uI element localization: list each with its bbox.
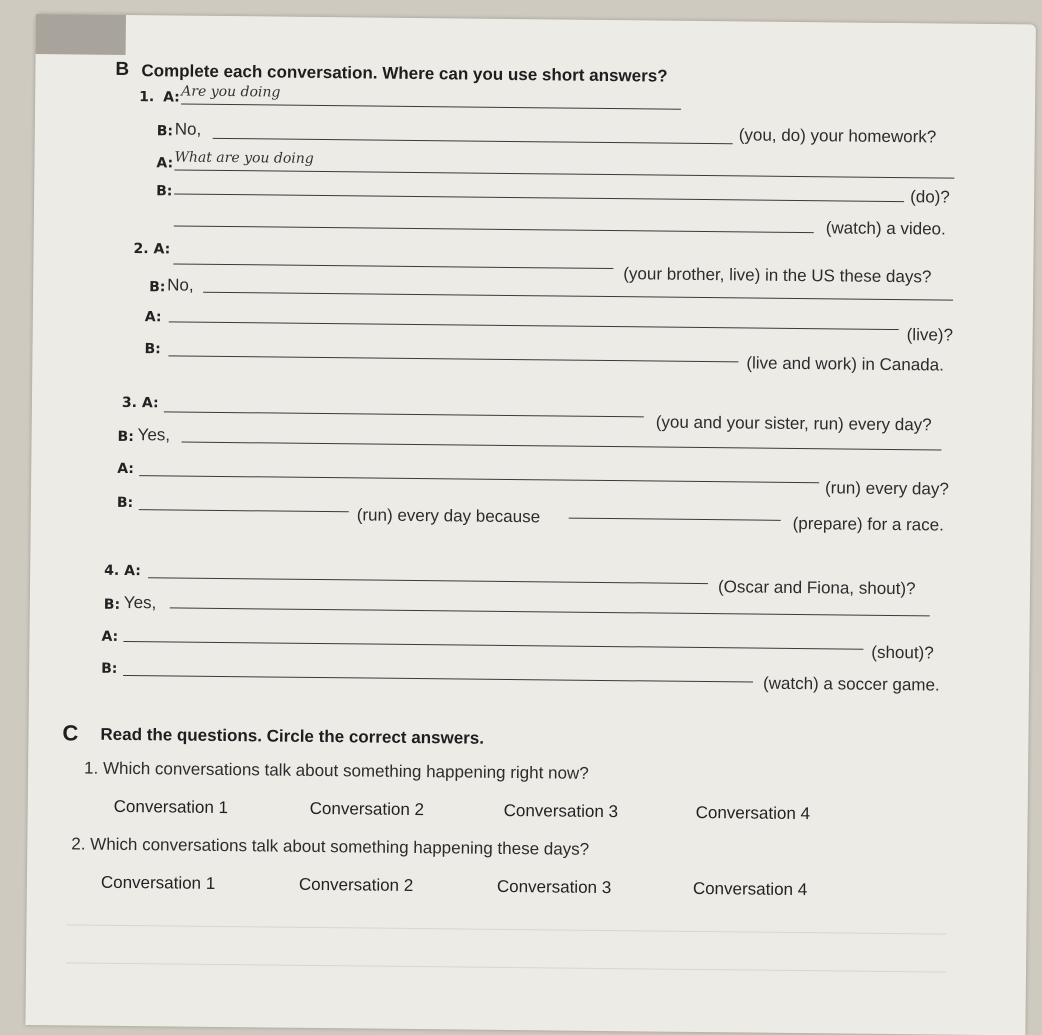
answer-line[interactable] [174, 193, 904, 202]
conversation-3-a1-label: A: [141, 395, 159, 412]
question-1-option-1[interactable]: Conversation 1 [113, 796, 229, 818]
conversation-4-a2-cue: (shout)? [871, 642, 934, 663]
question-2-option-3[interactable]: Conversation 3 [496, 876, 612, 898]
answer-line[interactable] [148, 577, 708, 584]
answer-line[interactable] [203, 292, 953, 301]
answer-line[interactable] [569, 518, 781, 521]
answer-line[interactable] [174, 169, 954, 178]
question-1-option-4[interactable]: Conversation 4 [695, 802, 811, 824]
section-c-instruction: Read the questions. Circle the correct answers. [100, 724, 485, 748]
conversation-1-a1-handwritten: Are you doing [181, 83, 281, 101]
conversation-3-number: 3. [121, 394, 138, 412]
answer-line[interactable] [168, 355, 738, 362]
conversation-3-b2-label: B: [116, 494, 134, 512]
question-2-option-2[interactable]: Conversation 2 [298, 874, 414, 895]
conversation-2-a1-label: A: [153, 241, 171, 258]
question-2-option-1[interactable]: Conversation 1 [100, 872, 216, 893]
conversation-4-b2-label: B: [101, 660, 118, 677]
conversation-3-b2-cue1: (run) every day because [356, 505, 541, 527]
section-b-instruction: Complete each conversation. Where can you use short answers? [141, 61, 668, 86]
conversation-1-b2-cue: (do)? [910, 187, 950, 207]
conversation-1-b1-cue: (you, do) your homework? [738, 125, 937, 147]
conversation-2-a1-cue: (your brother, live) in the US these days? [623, 264, 932, 287]
faint-line [66, 962, 946, 972]
answer-line[interactable] [213, 138, 733, 144]
question-1-option-2[interactable]: Conversation 2 [309, 798, 425, 820]
conversation-1-b3-cue: (watch) a video. [825, 218, 946, 239]
conversation-2-b2-cue: (live and work) in Canada. [746, 353, 944, 375]
conversation-4-b1-prefix: Yes, [123, 592, 157, 613]
answer-line[interactable] [123, 675, 753, 683]
question-1-option-3[interactable]: Conversation 3 [503, 800, 619, 822]
conversation-2-number: 2. [133, 241, 149, 258]
faint-line [66, 924, 946, 934]
conversation-2-a2-label: A: [144, 309, 162, 326]
page-corner-shadow [36, 14, 126, 55]
answer-line[interactable] [173, 263, 613, 269]
question-2-text: 2. Which conversations talk about something happening these days? [71, 834, 590, 859]
conversation-4-b1-label: B: [103, 596, 121, 613]
section-c-letter: C [62, 720, 79, 746]
conversation-4-b2-cue: (watch) a soccer game. [762, 673, 940, 695]
conversation-3-a2-label: A: [117, 460, 135, 478]
answer-line[interactable] [181, 104, 681, 110]
conversation-3-b1-label: B: [117, 428, 134, 446]
answer-line[interactable] [123, 641, 863, 650]
conversation-3-b2-cue2: (prepare) for a race. [792, 513, 944, 535]
conversation-4-a1-cue: (Oscar and Fiona, shout)? [717, 577, 916, 599]
answer-line[interactable] [139, 475, 819, 483]
answer-line[interactable] [182, 442, 942, 451]
conversation-1-number: 1. [139, 89, 155, 106]
worksheet-page [25, 14, 1036, 1035]
question-1-text: 1. Which conversations talk about something happening right now? [84, 758, 589, 783]
conversation-1-a2-handwritten: What are you doing [174, 149, 314, 167]
conversation-1-a1-label: A: [163, 89, 180, 106]
conversation-1-b1-prefix: No, [174, 119, 202, 139]
conversation-2-b1-prefix: No, [167, 275, 194, 295]
conversation-1-b1-label: B: [156, 123, 174, 140]
conversation-3-a2-cue: (run) every day? [824, 478, 949, 499]
question-2-option-4[interactable]: Conversation 4 [692, 878, 808, 900]
answer-line[interactable] [169, 321, 899, 330]
conversation-3-a1-cue: (you and your sister, run) every day? [655, 412, 932, 435]
conversation-4-a1-label: A: [124, 562, 141, 580]
conversation-4-number: 4. [104, 562, 120, 579]
answer-line[interactable] [170, 607, 930, 616]
conversation-2-b2-label: B: [144, 341, 161, 358]
conversation-2-a2-cue: (live)? [906, 325, 954, 345]
section-b-letter: B [115, 58, 130, 80]
answer-line[interactable] [164, 411, 644, 417]
conversation-2-b1-label: B: [149, 279, 166, 296]
conversation-1-a2-label: A: [156, 155, 174, 172]
conversation-3-b1-prefix: Yes, [137, 425, 171, 445]
conversation-1-b2-label: B: [156, 183, 173, 200]
answer-line[interactable] [139, 509, 349, 512]
answer-line[interactable] [174, 225, 814, 233]
conversation-4-a2-label: A: [101, 628, 119, 645]
